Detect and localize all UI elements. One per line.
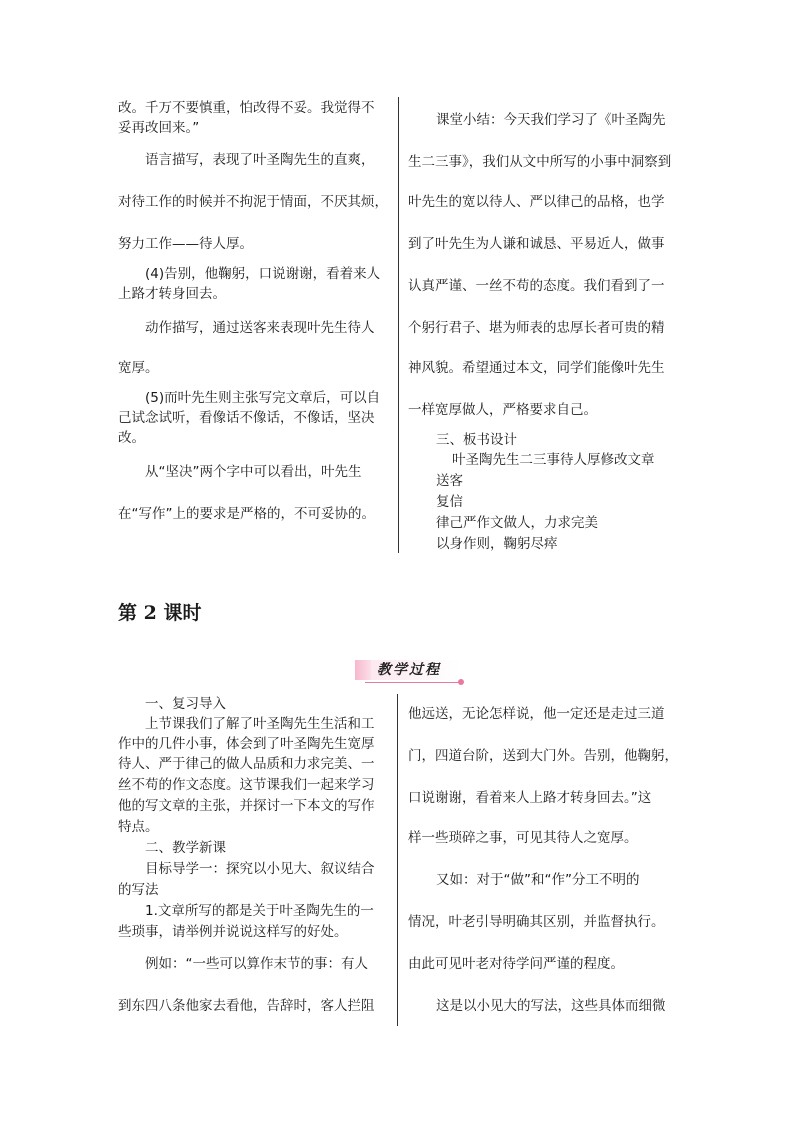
text-line: 个躬行君子、堪为师表的忠厚长者可贵的精 — [408, 320, 665, 336]
text-line: 一样宽厚做人，严格要求自己。 — [408, 402, 597, 418]
text-line: 宽厚。 — [118, 360, 159, 376]
text-line: 到了叶先生为人谦和诚恳、平易近人，做事 — [408, 236, 665, 252]
text-line: 又如：对于“做”和“作”分工不明的 — [436, 872, 640, 888]
text-line: 动作描写，通过送客来表现叶先生待人 — [145, 320, 375, 336]
text-line: 由此可见叶老对待学问严谨的程度。 — [408, 956, 624, 972]
text-line: (5)而叶先生则主张写完文章后，可以自 — [145, 390, 381, 406]
text-line: 课堂小结：今天我们学习了《叶圣陶先 — [436, 112, 666, 128]
text-line: 神风貌。希望通过本文，同学们能像叶先生 — [408, 360, 665, 376]
text-line: 的写法 — [118, 882, 159, 898]
text-line: 以身作则，鞠躬尽瘁 — [436, 536, 558, 552]
text-line: 丝不苟的作文态度。这节课我们一起来学习 — [118, 777, 375, 793]
text-line: 目标导学一：探究以小见大、叙议结合 — [145, 861, 375, 877]
text-line: 情况，叶老引导明确其区别，并监督执行。 — [408, 914, 665, 930]
text-line: 叶圣陶先生二三事待人厚修改文章 — [452, 452, 655, 468]
text-line: 己试念试听，看像话不像话，不像话，坚决 — [118, 410, 375, 426]
text-line: 认真严谨、一丝不苟的态度。我们看到了一 — [408, 278, 665, 294]
text-line: 叶先生的宽以待人、严以律己的品格，也学 — [408, 194, 665, 210]
text-line: 他的写文章的主张，并探讨一下本文的写作 — [118, 798, 375, 814]
column-divider-bottom — [397, 694, 398, 1026]
text-line: 生二三事》，我们从文中所写的小事中洞察到 — [408, 154, 672, 170]
text-line: 一、复习导入 — [145, 696, 226, 712]
text-line: (4)告别，他鞠躬，口说谢谢，看着来人 — [145, 266, 381, 282]
text-line: 些琐事，请举例并说说这样写的好处。 — [118, 924, 348, 940]
section-banner — [355, 658, 467, 684]
text-line: 待人、严于律己的做人品质和力求完美、一 — [118, 756, 375, 772]
text-line: 语言描写，表现了叶圣陶先生的直爽， — [145, 152, 375, 168]
text-line: 复信 — [436, 494, 463, 510]
text-line: 例如：“一些可以算作末节的事：有人 — [145, 956, 368, 972]
text-line: 努力工作——待人厚。 — [118, 236, 253, 252]
text-line: 二、教学新课 — [145, 840, 226, 856]
text-line: 门，四道台阶，送到大门外。告别，他鞠躬， — [408, 748, 678, 764]
text-line: 妥再改回来。” — [118, 120, 200, 136]
text-line: 送客 — [436, 473, 463, 489]
text-line: 在“写作”上的要求是严格的，不可妥协的。 — [118, 506, 375, 522]
banner-label: 教学过程 — [377, 662, 441, 678]
text-line: 1.文章所写的都是关于叶圣陶先生的一 — [145, 903, 374, 919]
text-line: 他远送，无论怎样说，他一定还是走过三道 — [408, 706, 665, 722]
text-line: 到东四八条他家去看他，告辞时，客人拦阻 — [118, 998, 375, 1014]
text-line: 三、板书设计 — [436, 432, 517, 448]
text-line: 上路才转身回去。 — [118, 286, 226, 302]
text-line: 特点。 — [118, 819, 159, 835]
text-line: 改。千万不要慎重，怕改得不妥。我觉得不 — [118, 100, 375, 116]
text-line: 口说谢谢，看着来人上路才转身回去。”这 — [408, 790, 652, 806]
text-line: 从“坚决”两个字中可以看出，叶先生 — [145, 464, 362, 480]
text-line: 律己严作文做人，力求完美 — [436, 515, 598, 531]
text-line: 这是以小见大的写法，这些具体而细微 — [436, 998, 666, 1014]
text-line: 样一些琐碎之事，可见其待人之宽厚。 — [408, 830, 638, 846]
text-line: 对待工作的时候并不拘泥于情面，不厌其烦， — [118, 194, 388, 210]
text-line: 改。 — [118, 430, 145, 446]
section-title: 第 2 课时 — [118, 602, 202, 624]
text-line: 上节课我们了解了叶圣陶先生生活和工 — [145, 716, 375, 732]
text-line: 作中的几件小事，体会到了叶圣陶先生宽厚 — [118, 736, 375, 752]
column-divider-top — [398, 97, 399, 553]
